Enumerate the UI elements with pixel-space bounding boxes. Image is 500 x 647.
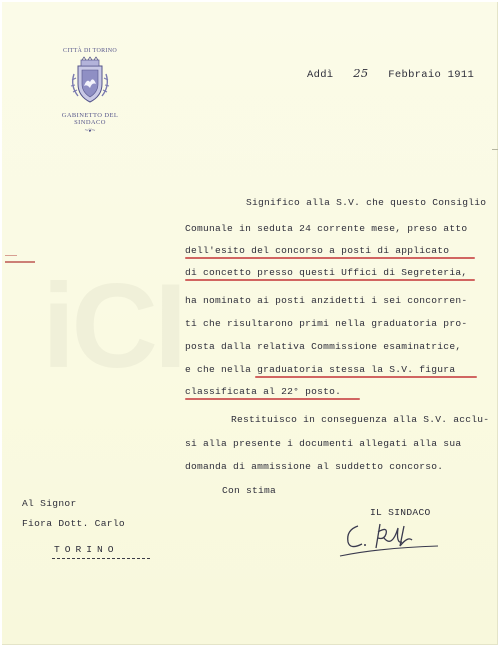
handwritten-signature: [338, 518, 448, 560]
body-line-2: Comunale in seduta 24 corrente mese, preso atto: [185, 223, 468, 234]
body-line-7: posta dalla relativa Commissione esaminatrice,: [185, 341, 462, 352]
closing-line: Con stima: [222, 485, 277, 496]
red-underline: [185, 398, 360, 400]
date-day: 25: [353, 66, 369, 80]
letterhead: [54, 48, 126, 134]
body-line-11: si alla presente i documenti allegati alla sua: [185, 438, 462, 449]
body-line-6: ti che risultarono primi nella graduatoria pro-: [185, 318, 468, 329]
letter-date: [307, 66, 474, 81]
letterhead-ornament: ~❦~: [84, 127, 96, 134]
body-line-8: e che nella graduatoria stessa la S.V. figura: [185, 364, 456, 375]
recipient-salutation: Al Signor: [22, 498, 77, 509]
red-underline: [255, 376, 477, 378]
recipient-city: TORINO: [54, 544, 119, 555]
red-underline: [185, 257, 475, 259]
body-line-10: Restituisco in conseguenza alla S.V. acclu-: [231, 414, 490, 425]
red-underline: [185, 279, 475, 281]
body-line-9: classificata al 22° posto.: [185, 386, 342, 397]
margin-mark: [5, 261, 35, 263]
letter-sheet: [2, 2, 498, 645]
body-line-1: Significo alla S.V. che questo Consiglio: [246, 197, 487, 208]
letterhead-city: CITTÀ DI TORINO: [63, 48, 117, 54]
city-underline: [52, 558, 150, 559]
letterhead-office: GABINETTO DEL SINDACO: [61, 112, 119, 126]
recipient-name: Fiora Dott. Carlo: [22, 518, 125, 529]
body-line-4: di concetto presso questi Uffici di Segreteria,: [185, 267, 468, 278]
date-prefix: Addì: [307, 69, 334, 81]
watermark: iCI: [42, 259, 184, 393]
signatory-title: IL SINDACO: [370, 507, 431, 518]
body-line-12: domanda di ammissione al suddetto concorso.: [185, 461, 444, 472]
body-line-3: dell'esito del concorso a posti di applicato: [185, 245, 450, 256]
body-line-5: ha nominato ai posti anzidetti i sei concorren-: [185, 295, 468, 306]
date-month-year: Febbraio 1911: [388, 69, 475, 81]
edge-mark: [492, 149, 498, 150]
margin-mark-small: [5, 255, 17, 256]
coat-of-arms-icon: [68, 56, 112, 106]
